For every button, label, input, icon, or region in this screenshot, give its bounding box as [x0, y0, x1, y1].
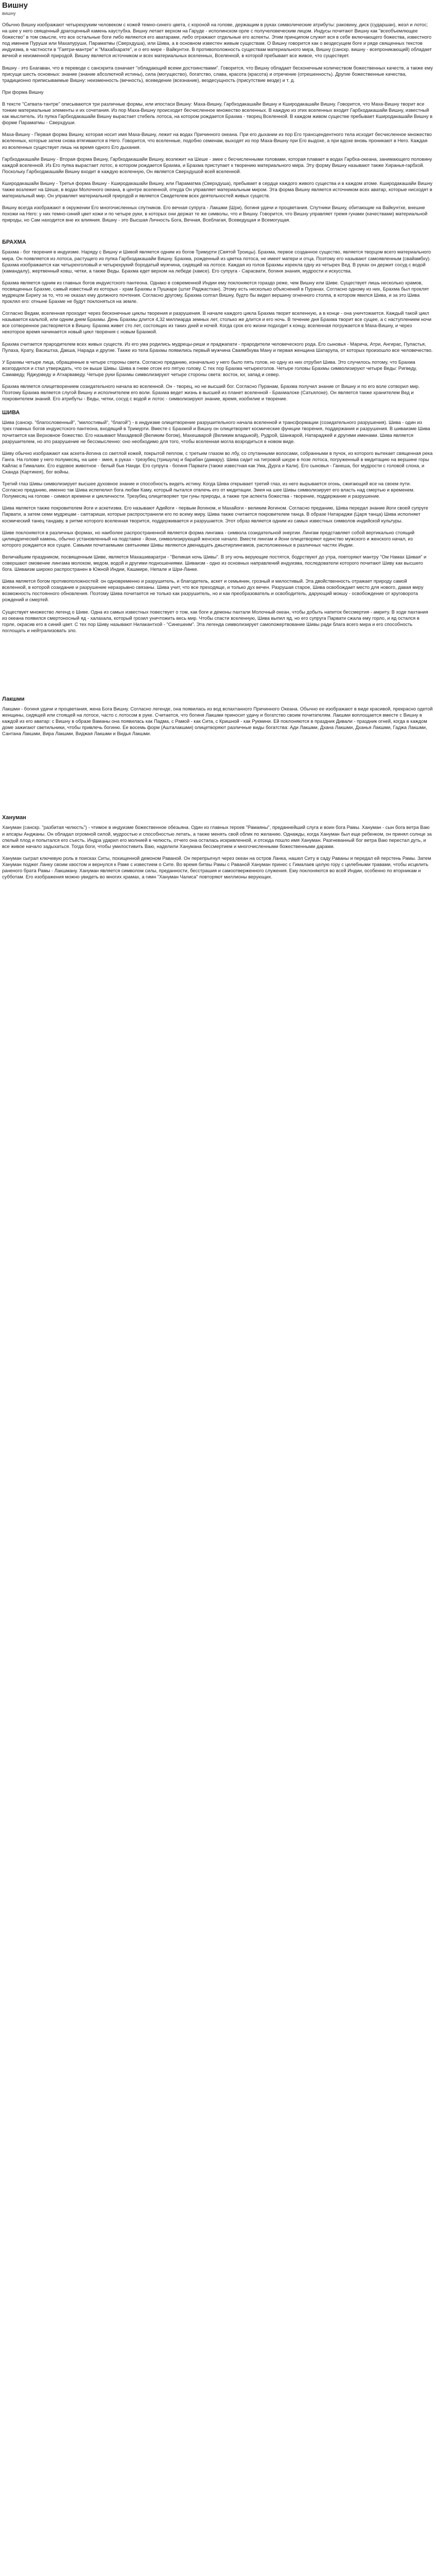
page [0, 0, 436, 880]
paragraph: Брахма является одним из главных богов индуистского пантеона. Однако в современной Индии ему поклоняются гораздо реже, чем Вишну или Шиве. Существует лишь несколько храмов, посвященных Брахме, самый известный из которых - храм Брахмы в Пушкаре (штат Раджастхан). Этому есть несколько объяснений в Пуранах. Согласно одному из них, Брахма был проклят мудрецом Бхригу за то, что не оказал ему должного почтения. Согласно другому, Брахма солгал Вишну, будто бы видел вершину огненного столпа, в котором явился Шива, и за это Шива проклял его: отныне Брахме не будут поклоняться на земле. [2, 280, 429, 304]
section-heading: Лакшми [2, 696, 25, 702]
paragraph: Третий глаз Шивы символизирует высшее духовное знание и способность видеть истину. Когда Шива открывает третий глаз, из него вырывается огонь, сжигающий все на своем пути. Согласно преданию, именно так Шива испепелил бога любви Каму, который пытался отвлечь его от медитации. Змея на шее Шивы символизирует его власть над смертью и временем. Полумесяц на голове - символ времени и цикличности. Трезубец олицетворяет три гуны природы, а также три аспекта божества - творение, поддержание и разрушение. [2, 481, 415, 499]
page-title: Вишну [2, 1, 28, 10]
paragraph: Гарбходакашайи Вишну - Вторая форма Вишну, Гарбходакашайи Вишну, возлежит на Шеше - змее с бесчисленными головами, которая плавает в водах Гарбха-океана, занимающего половину каждой вселенной. Из Его пупка вырастает лотос, в котором рождается Брахма, и Брахма приступает к творению материального мира. Эту форму Вишну называют также Хиранья-гарбхой. Поскольку Гарбходакашайи Вишну входит в каждую вселенную, Он является Сверхдушой всей вселенной. [2, 156, 432, 174]
section-brahma [2, 239, 433, 402]
paragraph: Шиве поклоняются в различных формах, но наиболее распространенной является форма лингама - символа созидательной энергии. Лингам представляет собой вертикально стоящий цилиндрический камень, обычно установленный на подставке - йони, символизирующей женское начало. Вместе лингам и йони олицетворяют единство мужского и женского начал, из которого рождается все сущее. Самыми почитаемыми святынями Шивы являются двенадцать джьотирлингамов, расположенных в различных частях Индии. [2, 530, 415, 548]
paragraph: Шива (санскр. "благословенный", "милостивый", "благой") - в индуизме олицетворение разрушительного начала вселенной и трансформации (созидательного разрушения). Шива - один из трех главных богов индуистского пантеона, входящий в Тримурти. Вместе с Брахмой и Вишну он олицетворяет космические функции творения, поддержания и разрушения. В шиваизме Шива почитается как Верховное божество. Его называют Махадевой (Великим богом), Махешварой (Великим владыкой), Рудрой, Шанкарой, Натараджей и другими именами. Шива является разрушителем, но это разрушение не бессмысленно: оно необходимо для того, чтобы вселенная могла возродиться в новом виде. [2, 420, 430, 444]
paragraph: У Брахмы четыре лица, обращенные в четыре стороны света. Согласно преданию, изначально у него было пять голов, но одну из них отрубил Шива. Это случилось потому, что Брахма возгордился и стал утверждать, что он выше Шивы. Шива в гневе отсек его пятую голову. С тех пор Брахма четырехголов. Четыре головы Брахмы символизируют четыре Веды: Ригведу, Самаведу, Яджурведу и Атхарваведу. Четыре руки Брахмы символизируют четыре стороны света: восток, юг, запад и север. [2, 359, 417, 377]
paragraph: Лакшми - богиня удачи и процветания, жена Бога Вишну. Согласно легенде, она появилась из вод вспахтанного Причинного Океана. Обычно ее изображают в виде красивой, прекрасно одетой женщины, сидящей или стоящей на лотосе, часто с лотосом в руке. Считается, что богиня Лакшми приносит удачу и богатство своим почитателям. Лакшми воплощается вместе с Вишну в каждой из его аватар: с Вишну в образе Ваманы она появилась как Падма, с Рамой - как Сита, с Кришной - как Рукмини. Ей поклоняются в праздник Дивали - праздник огней, когда в каждом доме зажигают светильники, чтобы привлечь богиню. Ее восемь форм (Ашталакшми) олицетворяют различные виды богатства: Ади Лакшми, Дхана Лакшми, Дханья Лакшми, Гаджа Лакшми, Сантана Лакшми, Вира Лакшми, Виджая Лакшми и Видья Лакшми. [2, 706, 433, 737]
article-body [2, 22, 433, 880]
paragraph: Шиву обычно изображают как аскета-йогина со светлой кожей, покрытой пеплом, с третьим глазом во лбу, со спутанными волосами, собранными в пучок, из которого вытекает священная река Ганга. На голове у него полумесяц, на шее - змея, в руках - трезубец (тришула) и барабан (дамару). Шива сидит на тигровой шкуре в позе лотоса, погруженный в медитацию на вершине горы Кайлас в Гималаях. Его ездовое животное - белый бык Нанди. Его супруга - богиня Парвати (также известная как Ума, Дурга и Кали). Его сыновья - Ганеша, бог мудрости с головой слона, и Сканда (Картикея), бог войны. [2, 450, 433, 474]
paragraph: Обычно Вишну изображают четырехруким человеком с кожей темно-синего цвета, с короной на голове, держащим в руках символические атрибуты: раковину, диск (сударшан), жезл и лотос; на шее у него священный драгоценный камень каустубха. Вишну летает верхом на Гаруде - исполинском орле с получеловеческим лицом. Индусы почитают Вишну как "всеобъемлющее божество" в том смысле, что все остальные боги либо являются его аватарами, либо отражают отдельные его аспекты. Этим принципом служит вся в себе включающего божества, известного под именем Пуруши или Махапуруши, Параматмы (Сверхдуша), или Шива, а в основном известен живым существам. О Вишну говорится как о вездесущем боге и ряде священных текстов индуизма, в частности в "Гаятри-мантре" и "Махабхарате", и о его мире - Вайкунтхе. В противоположность существам материального мира, Вишну (санскр. вишну - всепроникающий) обладает вечной и неизменной природой. Вишну является источником и всех материальных вселенных, Вселенной, в которой пребывает все живое, что существует. [2, 22, 432, 59]
paragraph: Шива является богом противоположностей: он одновременно и разрушитель, и благодетель, аскет и семьянин, грозный и милостивый. Эта двойственность отражает природу самой вселенной, в которой созидание и разрушение неразрывно связаны. Шива учит, что все преходяще, и только дух вечен. Разрушая старое, Шива освобождает место для нового, давая миру возможность постоянного обновления. Поэтому Шива почитается не только как разрушитель, но и как преобразователь и освободитель, дарующий мокшу - освобождение от круговорота рождений и смертей. [2, 579, 424, 603]
paragraph: Вишну - это Бхагаван, что в переводе с санскрита означает "обладающий всеми достоинствами". Говорится, что Вишну обладает бесконечным количеством божественных качеств, а также ему присущи шесть основных: знание (знание абсолютной истины), сила (могущество), богатство, слава, красота (красота) и отречение (отрешенность). Другие божественные качества, традиционно приписываемые Вишну: неизменность (вечность), всеведение (всезнание), вездесущность (присутствие везде) и т. д. [2, 65, 433, 83]
section-heading: ШИВА [2, 410, 20, 416]
paragraph: Согласно Ведам, вселенная проходит через бесконечные циклы творения и разрушения. В начале каждого цикла Брахма творит вселенную, а в конце - она уничтожается. Каждый такой цикл называется кальпой, или одним днем Брахмы. День Брахмы длится 4,32 миллиарда земных лет, столько же длится и его ночь. В течение дня Брахма творит все сущее, а с наступлением ночи все сотворенное растворяется в Вишну. Брахма живет сто лет, состоящих из таких дней и ночей. Когда срок его жизни подходит к концу, вселенная погружается в Маха-Вишну, и через некоторое время начинается новый цикл творения с новым Брахмой. [2, 311, 431, 335]
section-vishnu [2, 22, 433, 223]
paragraph: Брахма является олицетворением созидательного начала во вселенной. Он - творец, но не высший бог. Согласно Пуранам, Брахма получил знание от Вишну и по его воле сотворил мир. Поэтому Брахма является слугой Вишну и исполнителем его воли. Брахма ведет жизнь в высшей из планет вселенной - Брахмалоке (Сатьялоке). Он является также хранителем Вед и покровителем знаний. Его атрибуты - Веды, четки, сосуд с водой и лотос - символизируют знание, время, изобилие и творение. [2, 384, 420, 402]
paragraph: Брахма считается прародителем всех живых существ. Из его ума родились мудрецы-риши и праджапати - прародители человеческого рода. Его сыновья - Марича, Атри, Ангирас, Пуластья, Пулаха, Крату, Васиштха, Дакша, Нарада и другие. Также из тела Брахмы появились первый мужчина Сваямбхува Ману и первая женщина Шатарупа, от которых произошло все человечество. [2, 341, 433, 353]
paragraph: В тексте "Сатвата-тантре" описываются три различные формы, или ипостаси Вишну: Маха-Вишну, Гарбходакашайи Вишну и Кширодакашайи Вишну. Говорится, что Маха-Вишну творит все тонкие материальные элементы и их сочетания. Из пор Маха-Вишну происходит бесчисленное множество вселенных. В каждую из этих вселенных входит Гарбходакашайи Вишну, известный как мыслитель. Из пупка Гарбходакашайи Вишну вырастает стебель лотоса, на котором рождается Брахма - творец Вселенной. В каждом живом существе пребывает Кширодакашайи Вишну в форме Параматмы - Сверхдуши. [2, 101, 433, 126]
paragraph: Кширодакашайи Вишну - Третья форма Вишну - Кширодакашайи Вишну, или Параматма (Сверхдуша), пребывает в сердце каждого живого существа и в каждом атоме. Кширодакашайи Вишну также возлежит на Шеше, в водах Молочного океана, в центре вселенной, откуда Он управляет материальным миром. Эта форма Вишну является источником всех аватар, которые нисходят в материальный мир. Он управляет материальной природой и является Свидетелем всех деятельностей живых существ. [2, 180, 432, 199]
paragraph: Величайшим праздником, посвященным Шиве, является Махашиваратри - "Великая ночь Шивы". В эту ночь верующие постятся, бодрствуют до утра, повторяют мантру "Ом Намах Шивая" и совершают омовение лингама молоком, медом, водой и другими подношениями. Шиваизм - одно из основных направлений индуизма, последователи которого почитают Шиву как высшего бога. Шиваизм широко распространен в Южной Индии, Кашмире, Непале и Шри-Ланке. [2, 554, 427, 572]
breadcrumb[interactable]: вишну [2, 11, 16, 16]
paragraph: Хануман сыграл ключевую роль в поисках Ситы, похищенной демоном Раваной. Он перепрыгнул через океан на остров Ланка, нашел Ситу в саду Раваны и передал ей перстень Рамы. Затем Хануман поджег Ланку своим хвостом и вернулся к Раме с известием о Сите. Во время битвы Рамы с Раваной Хануман принес с Гималаев целую гору с целебными травами, чтобы исцелить раненого брата Рамы - Лакшману. Хануман является символом силы, преданности, бесстрашия и самоотверженного служения. Ему поклоняются во всей Индии, особенно по вторникам и субботам. Его изображения можно увидеть во многих храмах, а гимн "Хануман Чалиса" повторяют миллионы верующих. [2, 855, 431, 880]
section-lakshmi [2, 696, 433, 737]
paragraph: Маха-Вишну - Первая форма Вишну, которая носит имя Маха-Вишну, лежит на водах Причинного океана. При его дыхании из пор Его трансцендентного тела исходит бесчисленное множество вселенных, которые затем снова втягиваются в Него. Говорится, что вселенные, подобно семенам, выходят из пор Маха-Вишну при Его выдохе, а при вдохе вновь проникают в Него. Каждая из вселенных существует лишь на время одного Его дыхания. [2, 132, 432, 150]
paragraph: Шива является также покровителем йоги и аскетизма. Его называют Адийоги - первым йогином, и Махайоги - великим йогином. Согласно преданию, Шива передал знание йоги своей супруге Парвати, а затем семи мудрецам - саптариши, которые распространили его по всему миру. Шива также считается покровителем танца. В образе Натараджи (Царя танца) Шива исполняет космический танец тандаву, в ритме которого вселенная творится, поддерживается и разрушается. Этот образ является одним из самых известных символов индийской культуры. [2, 505, 428, 523]
section-hanuman [2, 814, 433, 880]
paragraph: Существует множество легенд о Шиве. Одна из самых известных повествует о том, как боги и демоны пахтали Молочный океан, чтобы добыть напиток бессмертия - амриту. В ходе пахтания из океана появился смертоносный яд - халахала, который грозил уничтожить весь мир. Чтобы спасти вселенную, Шива выпил яд, но его супруга Парвати сжала ему горло, и яд остался в горле, окрасив его в синий цвет. С тех пор Шиву называют Нилакантхой - "Синешеим". Эта легенда символизирует самопожертвование Шивы ради блага всего мира и его способность поглощать и нейтрализовать зло. [2, 609, 428, 633]
paragraph: При форма Вишну [2, 89, 44, 95]
section-shiva [2, 409, 433, 634]
section-heading: БРАХМА [2, 239, 26, 246]
section-heading: Хануман [2, 815, 26, 821]
paragraph: Хануман (санскр. "разбитая челюсть") - чтимое в индуизме божественное обезьяна. Один из главных героев "Рамаяны", преданнейший слуга и воин бога Рамы. Хануман - сын бога ветра Ваю и апсары Анджаны. Он обладал огромной силой, мудростью и способностью летать, а также менять свой облик по желанию. Однажды, когда Хануман был еще ребенком, он принял солнце за спелый плод и попытался его съесть. Индра ударил его молнией в челюсть, отчего она осталась искривленной, и отсюда пошло имя Хануман. Разгневанный бог ветра Ваю перестал дуть, и все живое начало задыхаться. Тогда боги, чтобы умилостивить Ваю, наделили Ханумана бессмертием и многочисленными божественными дарами. [2, 825, 432, 849]
paragraph: Вишну всегда изображают в окружении Его многочисленных спутников. Его вечная супруга - Лакшми (Шри), богиня удачи и процветания. Спутники Вишну, обитающие на Вайкунтхе, внешне похожи на Него: у них темно-синий цвет кожи и по четыре руки, в которых они держат те же символы, что и Вишну. Говорится, что Вишну управляет тремя гунами (качествами) материальной природы, но Сам находится вне их влияния. Вишну - это Высшая Личность Бога, Вечная, Всеблагая, Всеведущая и Всемогущая. [2, 205, 428, 223]
paragraph: Брахма - бог творения в индуизме. Наряду с Вишну и Шивой является одним из богов Тримурти (Святой Троицы). Брахма, первое созданное существо, является творцом всего материального мира. Он появляется из лотоса, растущего из пупка Гарбходакашайи Вишну. Брахма, рожденный из цветка лотоса, не имеет матери и отца. Поэтому его называют самоявленным (свайамбху). Брахма изображается как четырехголовый и четырехрукий бородатый мужчина, сидящий на лотосе. Каждая из голов Брахмы изрекла одну из четырех Вед. В руках он держит сосуд с водой (камандалу), жертвенный ковш, четки, а также Веды. Брахма едет верхом на лебеде (хамсе). Его супруга - Сарасвати, богиня знания, мудрости и искусства. [2, 249, 431, 274]
